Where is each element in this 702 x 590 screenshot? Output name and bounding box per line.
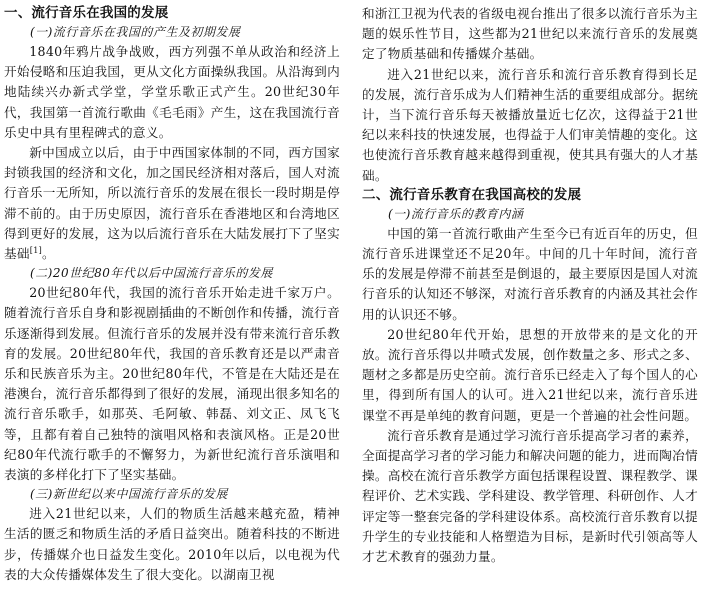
paragraph: 流行音乐教育是通过学习流行音乐提高学习者的素养，全面提高学习者的学习能力和解决问题的能力，进而陶冶情操。高校在流行音乐教学方面包括课程设置、课程教学、课程评价、艺术实践、学科建设、教学管理、科研创作、人才评定等一整套完备的学科建设体系。高校流行音乐教育以提升学生的专业技能和人格塑造为目标，是新时代引领高等人才艺术教育的强劲力量。 <box>362 427 698 565</box>
subsection-heading-2-1: (一)流行音乐的教育内涵 <box>388 206 524 221</box>
paragraph: 1840年鸦片战争战败，西方列强不单从政治和经济上开始侵略和压迫我国，更从文化方面操纵我国。从沿海到内地陆续兴办新式学堂，学堂乐歌正式产生。20世纪30年代，我国第一首流行歌曲《毛毛雨》产生，这在我国流行音乐史中具有里程碑式的意义。 <box>4 44 340 140</box>
paragraph-with-reference <box>4 143 340 264</box>
section-heading-1: 一、流行音乐在我国的发展 <box>4 5 169 21</box>
paragraph-continued: 和浙江卫视为代表的省级电视台推出了很多以流行音乐为主题的娱乐性节目，这些都为21世纪以来流行音乐的发展奠定了物质基础和传播媒介基础。 <box>362 6 698 62</box>
paragraph: 20世纪80年代，我国的流行音乐开始走进千家万户。随着流行音乐自身和影视剧插曲的不断创作和传播，流行音乐逐渐得到发展。但流行音乐的发展并没有带来流行音乐教育的发展。20世纪80年代，我国的音乐教育还是以严肃音乐和民族音乐为主。20世纪80年代，不管是在大陆还是在港澳台，流行音乐都得到了很好的发展，涌现出很多知名的流行音乐歌手，如那英、毛阿敏、韩磊、刘文正、凤飞飞等，且都有着自己独特的演唱风格和表演风格。正是20世纪80年代流行歌手的不懈努力，为新世纪流行音乐演唱和表演的多样化打下了坚实基础。 <box>4 285 340 483</box>
paragraph-text: 新中国成立以后，由于中西国家体制的不同，西方国家封锁我国的经济和文化，加之国民经济相对落后，国人对流行音乐一无所知，所以流行音乐的发展在很长一段时期是停滞不前的。由于历史原因，流行音乐在香港地区和台湾地区得到更好的发展，这为以后流行音乐在大陆发展打下了坚实基础 <box>4 145 340 262</box>
subsection-heading-1-2: (二)20世纪80年代以后中国流行音乐的发展 <box>30 266 273 281</box>
citation-reference: [1] <box>29 245 43 255</box>
right-column <box>362 4 698 567</box>
subsection-heading-1-1: (一)流行音乐在我国的产生及初期发展 <box>30 25 241 39</box>
paragraph: 进入21世纪以来，流行音乐和流行音乐教育得到长足的发展，流行音乐成为人们精神生活的重要组成部分。据统计，当下流行音乐每天被播放量近七亿次，这得益于21世纪以来科技的快速发展，也得益于人们审美情趣的变化。这也使流行音乐教育越来越得到重视，使其具有强大的人才基础。 <box>362 66 698 183</box>
paragraph: 进入21世纪以来，人们的物质生活越来越充盈，精神生活的匮乏和物质生活的矛盾日益突出。随着科技的不断进步，传播媒介也日益发生变化。2010年以后，以电视为代表的大众传播媒体发生了很大变化。以湖南卫视 <box>4 506 340 582</box>
section-heading-2: 二、流行音乐教育在我国高校的发展 <box>362 186 582 203</box>
paragraph-end: 。 <box>42 246 55 262</box>
paragraph: 20世纪80年代开始，思想的开放带来的是文化的开放。流行音乐得以井喷式发展，创作数量之多、形式之多、题材之多都是历史空前。流行音乐已经走入了每个国人的心里，得到所有国人的认可。进入21世纪以来，流行音乐进课堂不再是单纯的教育问题，更是一个普遍的社会性问题。 <box>362 326 698 423</box>
subsection-heading-1-3: (三)新世纪以来中国流行音乐的发展 <box>30 487 228 502</box>
paragraph: 中国的第一首流行歌曲产生至今已有近百年的历史，但流行音乐进课堂还不足20年。中间的几十年时间，流行音乐的发展是停滞不前甚至是倒退的，最主要原因是国人对流行音乐的认知还不够深，对流行音乐教育的内涵及其社会作用的认识还不够。 <box>362 225 698 322</box>
left-column <box>4 4 340 585</box>
